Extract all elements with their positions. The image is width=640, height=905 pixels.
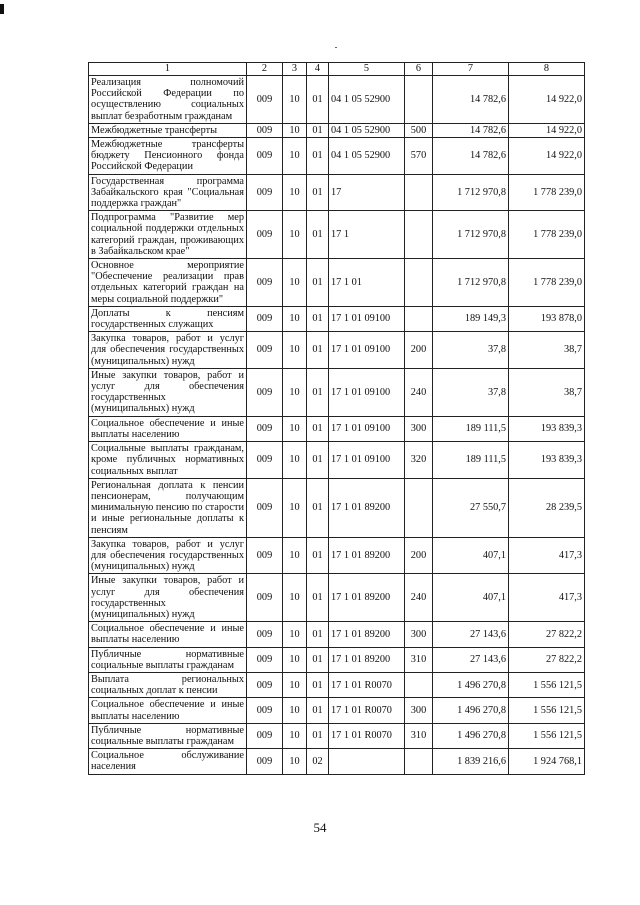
table-row [89,368,585,416]
row-name-cell: Социальные выплаты гражданам, кроме публичных нормативных социальных выплат [89,442,247,479]
amount-year1-cell: 27 143,6 [433,622,509,647]
subsection-cell: 01 [307,174,329,211]
grbs-cell: 009 [247,478,283,537]
grbs-cell: 009 [247,537,283,574]
amount-year1-cell: 14 782,6 [433,123,509,137]
amount-year1-cell: 189 149,3 [433,306,509,331]
subsection-cell: 01 [307,574,329,622]
table-body [89,76,585,775]
expense-type-cell: 300 [405,698,433,723]
section-cell: 10 [283,306,307,331]
grbs-cell: 009 [247,672,283,697]
expense-type-cell [405,306,433,331]
table-row [89,306,585,331]
amount-year2-cell: 1 924 768,1 [509,749,585,774]
subsection-cell: 01 [307,647,329,672]
column-header-5: 5 [329,63,405,76]
amount-year1-cell: 1 496 270,8 [433,698,509,723]
table-row [89,138,585,175]
row-name-cell: Доплаты к пенсиям государственных служащих [89,306,247,331]
grbs-cell: 009 [247,76,283,124]
table-row [89,174,585,211]
table-row [89,723,585,748]
expense-type-cell: 200 [405,332,433,369]
target-article-cell: 17 1 01 89200 [329,478,405,537]
amount-year2-cell: 38,7 [509,368,585,416]
grbs-cell: 009 [247,306,283,331]
table-row [89,259,585,307]
expense-type-cell: 570 [405,138,433,175]
subsection-cell: 01 [307,672,329,697]
amount-year1-cell: 1 496 270,8 [433,672,509,697]
expense-type-cell [405,211,433,259]
section-cell: 10 [283,332,307,369]
grbs-cell: 009 [247,574,283,622]
target-article-cell: 17 1 01 09100 [329,442,405,479]
grbs-cell: 009 [247,442,283,479]
table-row [89,442,585,479]
amount-year1-cell: 37,8 [433,332,509,369]
row-name-cell: Государственная программа Забайкальского края "Социальная поддержка граждан" [89,174,247,211]
row-name-cell: Закупка товаров, работ и услуг для обеспечения государственных (муниципальных) нужд [89,332,247,369]
expense-type-cell [405,478,433,537]
grbs-cell: 009 [247,332,283,369]
amount-year2-cell: 27 822,2 [509,622,585,647]
amount-year1-cell: 1 712 970,8 [433,211,509,259]
subsection-cell: 01 [307,332,329,369]
subsection-cell: 01 [307,698,329,723]
column-header-1: 1 [89,63,247,76]
expense-type-cell: 500 [405,123,433,137]
subsection-cell: 01 [307,537,329,574]
row-name-cell: Межбюджетные трансферты бюджету Пенсионного фонда Российской Федерации [89,138,247,175]
amount-year2-cell: 193 878,0 [509,306,585,331]
target-article-cell: 17 1 01 R0070 [329,672,405,697]
section-cell: 10 [283,76,307,124]
amount-year2-cell: 38,7 [509,332,585,369]
target-article-cell: 17 1 01 R0070 [329,698,405,723]
row-name-cell: Иные закупки товаров, работ и услуг для обеспечения государственных (муниципальных) нужд [89,368,247,416]
column-header-8: 8 [509,63,585,76]
row-name-cell: Закупка товаров, работ и услуг для обеспечения государственных (муниципальных) нужд [89,537,247,574]
target-article-cell: 04 1 05 52900 [329,138,405,175]
target-article-cell: 17 [329,174,405,211]
target-article-cell: 17 1 01 89200 [329,647,405,672]
expense-type-cell: 240 [405,368,433,416]
column-header-7: 7 [433,63,509,76]
section-cell: 10 [283,123,307,137]
subsection-cell: 01 [307,76,329,124]
header-row [89,63,585,76]
amount-year1-cell: 189 111,5 [433,442,509,479]
amount-year1-cell: 14 782,6 [433,76,509,124]
expense-type-cell: 310 [405,723,433,748]
section-cell: 10 [283,478,307,537]
section-cell: 10 [283,698,307,723]
amount-year1-cell: 37,8 [433,368,509,416]
scan-corner-mark [0,4,4,14]
row-name-cell: Социальное обеспечение и иные выплаты населению [89,698,247,723]
grbs-cell: 009 [247,749,283,774]
target-article-cell: 17 1 01 [329,259,405,307]
section-cell: 10 [283,442,307,479]
expense-type-cell: 300 [405,416,433,441]
grbs-cell: 009 [247,698,283,723]
row-name-cell: Подпрограмма "Развитие мер социальной поддержки отдельных категорий граждан, проживающих в Забайкальском крае" [89,211,247,259]
amount-year1-cell: 407,1 [433,537,509,574]
row-name-cell: Социальное обеспечение и иные выплаты населению [89,622,247,647]
amount-year2-cell: 28 239,5 [509,478,585,537]
table-row [89,211,585,259]
amount-year1-cell: 14 782,6 [433,138,509,175]
amount-year1-cell: 1 496 270,8 [433,723,509,748]
row-name-cell: Реализация полномочий Российской Федерации по осуществлению социальных выплат безработным гражданам [89,76,247,124]
table-row [89,416,585,441]
grbs-cell: 009 [247,259,283,307]
expense-type-cell: 300 [405,622,433,647]
row-name-cell: Межбюджетные трансферты [89,123,247,137]
expense-type-cell: 240 [405,574,433,622]
subsection-cell: 02 [307,749,329,774]
amount-year2-cell: 1 778 239,0 [509,211,585,259]
table-row [89,478,585,537]
subsection-cell: 01 [307,416,329,441]
expense-type-cell [405,259,433,307]
target-article-cell: 17 1 01 09100 [329,416,405,441]
subsection-cell: 01 [307,442,329,479]
subsection-cell: 01 [307,368,329,416]
amount-year2-cell: 1 556 121,5 [509,672,585,697]
column-header-3: 3 [283,63,307,76]
row-name-cell: Иные закупки товаров, работ и услуг для обеспечения государственных (муниципальных) нужд [89,574,247,622]
target-article-cell: 17 1 [329,211,405,259]
table-row [89,647,585,672]
grbs-cell: 009 [247,211,283,259]
section-cell: 10 [283,749,307,774]
subsection-cell: 01 [307,723,329,748]
section-cell: 10 [283,259,307,307]
table-row [89,749,585,774]
section-cell: 10 [283,647,307,672]
table-row [89,622,585,647]
table-row [89,698,585,723]
target-article-cell: 04 1 05 52900 [329,76,405,124]
amount-year2-cell: 14 922,0 [509,76,585,124]
target-article-cell: 17 1 01 R0070 [329,723,405,748]
expense-type-cell [405,76,433,124]
table-row [89,672,585,697]
subsection-cell: 01 [307,138,329,175]
grbs-cell: 009 [247,138,283,175]
section-cell: 10 [283,537,307,574]
table-row [89,332,585,369]
table-row [89,537,585,574]
grbs-cell: 009 [247,174,283,211]
grbs-cell: 009 [247,123,283,137]
amount-year1-cell: 189 111,5 [433,416,509,441]
amount-year2-cell: 1 556 121,5 [509,698,585,723]
table-row [89,123,585,137]
target-article-cell [329,749,405,774]
section-cell: 10 [283,416,307,441]
expense-type-cell: 200 [405,537,433,574]
expense-type-cell [405,749,433,774]
amount-year2-cell: 193 839,3 [509,442,585,479]
amount-year2-cell: 1 556 121,5 [509,723,585,748]
expense-type-cell [405,174,433,211]
column-header-4: 4 [307,63,329,76]
section-cell: 10 [283,174,307,211]
grbs-cell: 009 [247,368,283,416]
subsection-cell: 01 [307,211,329,259]
amount-year2-cell: 14 922,0 [509,123,585,137]
subsection-cell: 01 [307,259,329,307]
grbs-cell: 009 [247,723,283,748]
amount-year2-cell: 417,3 [509,574,585,622]
target-article-cell: 04 1 05 52900 [329,123,405,137]
section-cell: 10 [283,368,307,416]
row-name-cell: Публичные нормативные социальные выплаты гражданам [89,647,247,672]
row-name-cell: Социальное обслуживание населения [89,749,247,774]
section-cell: 10 [283,723,307,748]
expense-type-cell [405,672,433,697]
target-article-cell: 17 1 01 09100 [329,368,405,416]
amount-year1-cell: 407,1 [433,574,509,622]
amount-year1-cell: 1 712 970,8 [433,259,509,307]
subsection-cell: 01 [307,123,329,137]
target-article-cell: 17 1 01 89200 [329,537,405,574]
target-article-cell: 17 1 01 89200 [329,622,405,647]
target-article-cell: 17 1 01 09100 [329,306,405,331]
row-name-cell: Публичные нормативные социальные выплаты гражданам [89,723,247,748]
column-header-2: 2 [247,63,283,76]
amount-year2-cell: 1 778 239,0 [509,259,585,307]
section-cell: 10 [283,622,307,647]
section-cell: 10 [283,574,307,622]
subsection-cell: 01 [307,622,329,647]
scan-speck [335,47,337,48]
row-name-cell: Социальное обеспечение и иные выплаты населению [89,416,247,441]
expense-type-cell: 310 [405,647,433,672]
budget-table [88,62,585,775]
amount-year1-cell: 1 712 970,8 [433,174,509,211]
amount-year2-cell: 417,3 [509,537,585,574]
section-cell: 10 [283,138,307,175]
row-name-cell: Региональная доплата к пенсии пенсионерам, получающим минимальную пенсию по старости и иные региональные доплаты к пенсиям [89,478,247,537]
row-name-cell: Основное мероприятие "Обеспечение реализации прав отдельных категорий граждан на меры социальной поддержки" [89,259,247,307]
grbs-cell: 009 [247,416,283,441]
table-row [89,76,585,124]
target-article-cell: 17 1 01 89200 [329,574,405,622]
target-article-cell: 17 1 01 09100 [329,332,405,369]
page-number: 54 [313,820,327,835]
amount-year1-cell: 27 143,6 [433,647,509,672]
section-cell: 10 [283,672,307,697]
grbs-cell: 009 [247,647,283,672]
grbs-cell: 009 [247,622,283,647]
column-header-6: 6 [405,63,433,76]
expense-type-cell: 320 [405,442,433,479]
amount-year2-cell: 1 778 239,0 [509,174,585,211]
table-row [89,574,585,622]
section-cell: 10 [283,211,307,259]
amount-year2-cell: 193 839,3 [509,416,585,441]
amount-year1-cell: 1 839 216,6 [433,749,509,774]
row-name-cell: Выплата региональных социальных доплат к пенсии [89,672,247,697]
subsection-cell: 01 [307,306,329,331]
amount-year2-cell: 14 922,0 [509,138,585,175]
amount-year1-cell: 27 550,7 [433,478,509,537]
subsection-cell: 01 [307,478,329,537]
amount-year2-cell: 27 822,2 [509,647,585,672]
